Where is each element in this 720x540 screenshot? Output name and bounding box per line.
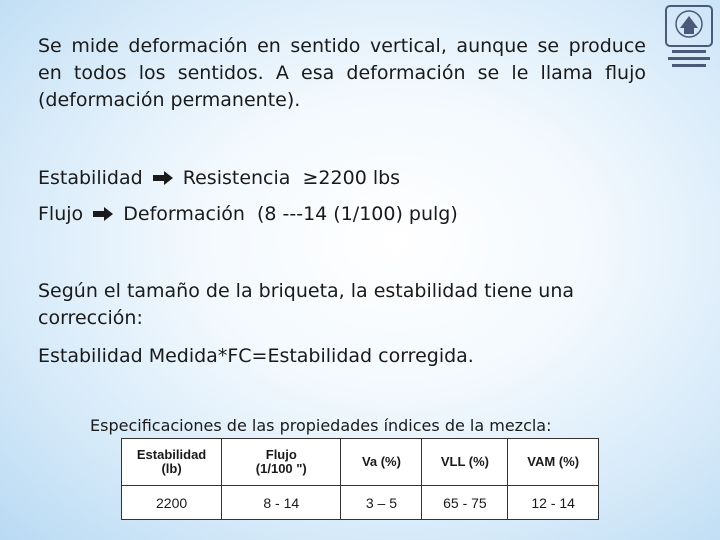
correction-paragraph: Según el tamaño de la briqueta, la estabilidad tiene una corrección: [38, 280, 575, 329]
cell-estabilidad: 2200 [122, 486, 222, 520]
university-logo [662, 4, 716, 74]
spec-table [121, 438, 599, 520]
table-header-row [122, 439, 599, 486]
spec-title: Especificaciones de las propiedades índices de la mezcla: [90, 416, 552, 435]
cell-vam: 12 - 14 [508, 486, 599, 520]
header-vam: VAM (%) [508, 439, 599, 486]
right-arrow-icon [152, 171, 174, 185]
cell-vll: 65 - 75 [422, 486, 508, 520]
flujo-line [38, 201, 458, 228]
estabilidad-definition: Resistencia ≥2200 lbs [182, 167, 401, 189]
spec-table-container [121, 438, 599, 520]
header-va: Va (%) [341, 439, 422, 486]
header-estabilidad: Estabilidad (lb) [122, 439, 222, 486]
formula-line: Estabilidad Medida*FC=Estabilidad corregida. [38, 345, 474, 367]
header-flujo: Flujo (1/100 ") [222, 439, 341, 486]
table-row [122, 486, 599, 520]
right-arrow-icon [92, 207, 114, 221]
cell-va: 3 – 5 [341, 486, 422, 520]
flujo-term: Flujo [38, 203, 84, 225]
intro-paragraph: Se mide deformación en sentido vertical, aunque se produce en todos los sentidos. A esa deformación se le llama flujo (deformación permanente). [38, 35, 646, 111]
estabilidad-term: Estabilidad [38, 167, 143, 189]
estabilidad-line [38, 165, 400, 192]
header-vll: VLL (%) [422, 439, 508, 486]
cell-flujo: 8 - 14 [222, 486, 341, 520]
flujo-definition: Deformación (8 ---14 (1/100) pulg) [123, 203, 458, 225]
